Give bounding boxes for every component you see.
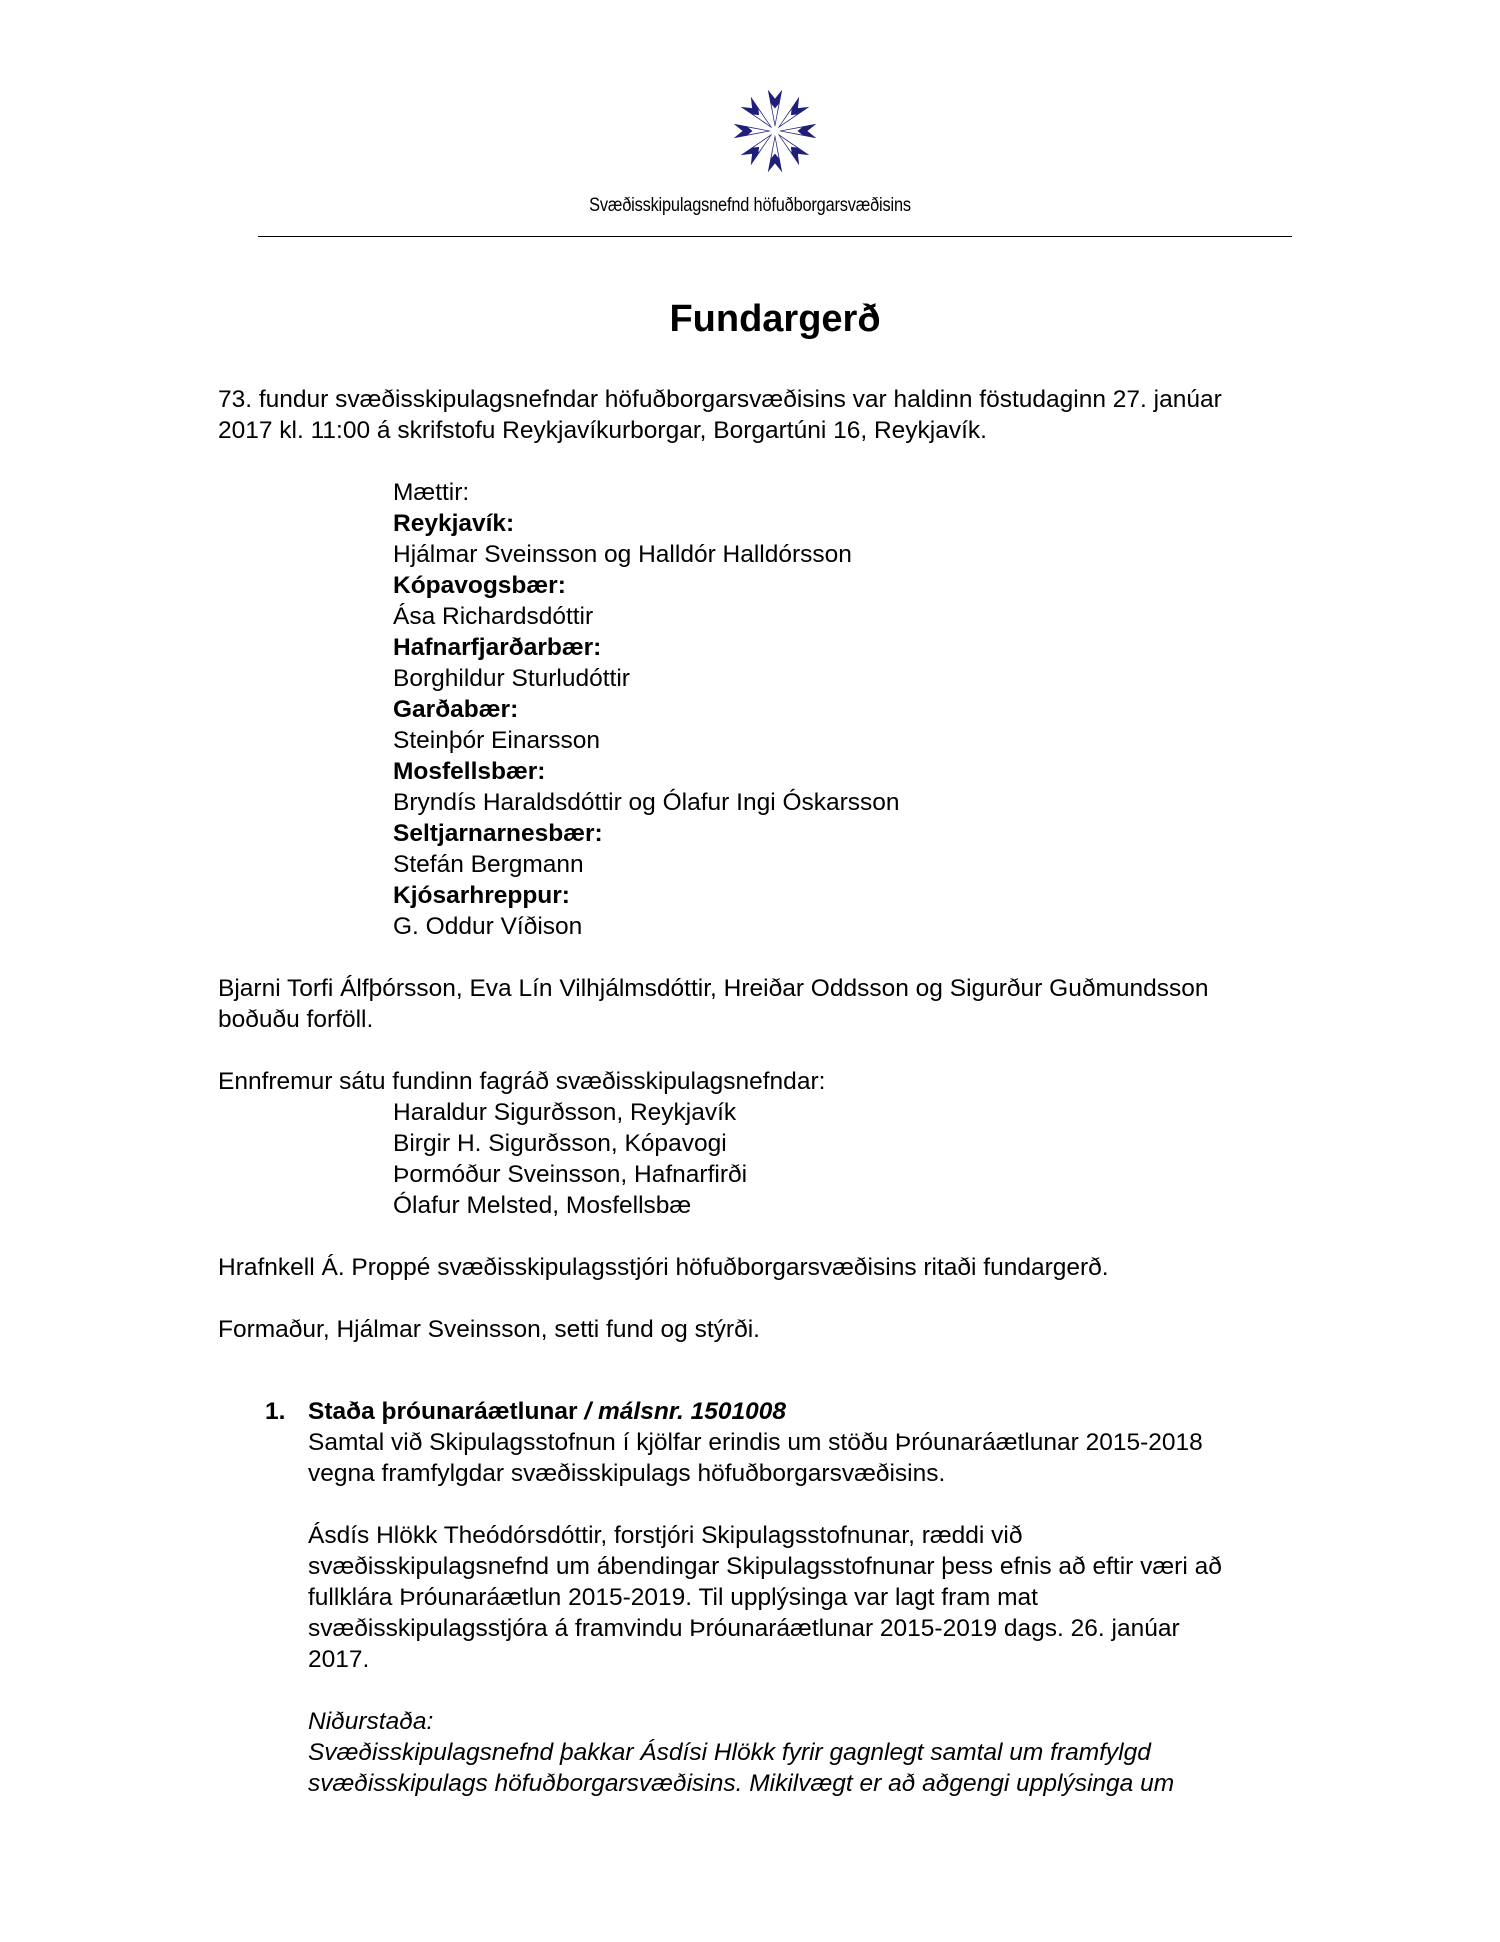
advisory-member: Ólafur Melsted, Mosfellsbæ — [393, 1192, 692, 1219]
agenda-body-line: svæðisskipulagsnefnd um ábendingar Skipulagsstofnunar þess efnis að eftir væri að — [308, 1553, 1222, 1580]
advisory-member: Þormóður Sveinsson, Hafnarfirði — [393, 1161, 748, 1188]
agenda-body-line: svæðisskipulagsstjóra á framvindu Þróunaráætlunar 2015-2019 dags. 26. janúar — [308, 1615, 1180, 1642]
municipality-heading: Reykjavík: — [393, 510, 515, 537]
agenda-body-line: Ásdís Hlökk Theódórsdóttir, forstjóri Skipulagsstofnunar, ræddi við — [308, 1522, 1023, 1549]
advisory-member: Birgir H. Sigurðsson, Kópavogi — [393, 1130, 727, 1157]
municipality-heading: Garðabær: — [393, 696, 519, 723]
absent-line-1: Bjarni Torfi Álfþórsson, Eva Lín Vilhjálmsdóttir, Hreiðar Oddsson og Sigurður Guðmundsson — [218, 975, 1209, 1002]
municipality-heading: Mosfellsbær: — [393, 758, 546, 785]
attendees-label: Mættir: — [393, 479, 470, 506]
municipality-heading: Kópavogsbær: — [393, 572, 566, 599]
municipality-members: Hjálmar Sveinsson og Halldór Halldórsson — [393, 541, 852, 568]
municipality-members: Steinþór Einarsson — [393, 727, 601, 754]
municipality-members: Stefán Bergmann — [393, 851, 584, 878]
agenda-body-line: 2017. — [308, 1646, 370, 1673]
municipality-heading: Hafnarfjarðarbær: — [393, 634, 602, 661]
document-title: Fundargerð — [669, 298, 881, 340]
advisory-label: Ennfremur sátu fundinn fagráð svæðisskipulagsnefndar: — [218, 1068, 826, 1095]
municipality-members: Ása Richardsdóttir — [393, 603, 594, 630]
organization-name: Svæðisskipulagsnefnd höfuðborgarsvæðisins — [589, 195, 911, 216]
conclusion-label: Niðurstaða: — [308, 1708, 434, 1735]
municipality-members: Bryndís Haraldsdóttir og Ólafur Ingi Óskarsson — [393, 789, 900, 816]
agenda-item-case-ref: / málsnr. 1501008 — [577, 1398, 786, 1425]
conclusion-line: svæðisskipulags höfuðborgarsvæðisins. Mikilvægt er að aðgengi upplýsinga um — [308, 1770, 1175, 1797]
meeting-chair: Formaður, Hjálmar Sveinsson, setti fund og stýrði. — [218, 1316, 760, 1343]
snowflake-star-logo — [730, 86, 820, 176]
municipality-heading: Kjósarhreppur: — [393, 882, 570, 909]
header-divider — [258, 236, 1292, 237]
absent-line-2: boðuðu forföll. — [218, 1006, 374, 1033]
agenda-summary-line: Samtal við Skipulagsstofnun í kjölfar erindis um stöðu Þróunaráætlunar 2015-2018 — [308, 1429, 1203, 1456]
advisory-member: Haraldur Sigurðsson, Reykjavík — [393, 1099, 737, 1126]
agenda-item-number: 1. — [265, 1398, 286, 1425]
municipality-members: Borghildur Sturludóttir — [393, 665, 630, 692]
agenda-body-line: fullklára Þróunaráætlun 2015-2019. Til upplýsinga var lagt fram mat — [308, 1584, 1038, 1611]
agenda-item-heading — [308, 1396, 786, 1427]
minutes-taker: Hrafnkell Á. Proppé svæðisskipulagsstjóri höfuðborgarsvæðisins ritaði fundargerð. — [218, 1254, 1109, 1281]
intro-line-1: 73. fundur svæðisskipulagsnefndar höfuðborgarsvæðisins var haldinn föstudaginn 27. janúar — [218, 386, 1222, 413]
agenda-item-title: Staða þróunaráætlunar — [308, 1398, 578, 1425]
municipality-heading: Seltjarnarnesbær: — [393, 820, 603, 847]
conclusion-line: Svæðisskipulagsnefnd þakkar Ásdísi Hlökk fyrir gagnlegt samtal um framfylgd — [308, 1739, 1151, 1766]
intro-line-2: 2017 kl. 11:00 á skrifstofu Reykjavíkurborgar, Borgartúni 16, Reykjavík. — [218, 417, 987, 444]
municipality-members: G. Oddur Víðison — [393, 913, 583, 940]
agenda-summary-line: vegna framfylgdar svæðisskipulags höfuðborgarsvæðisins. — [308, 1460, 946, 1487]
